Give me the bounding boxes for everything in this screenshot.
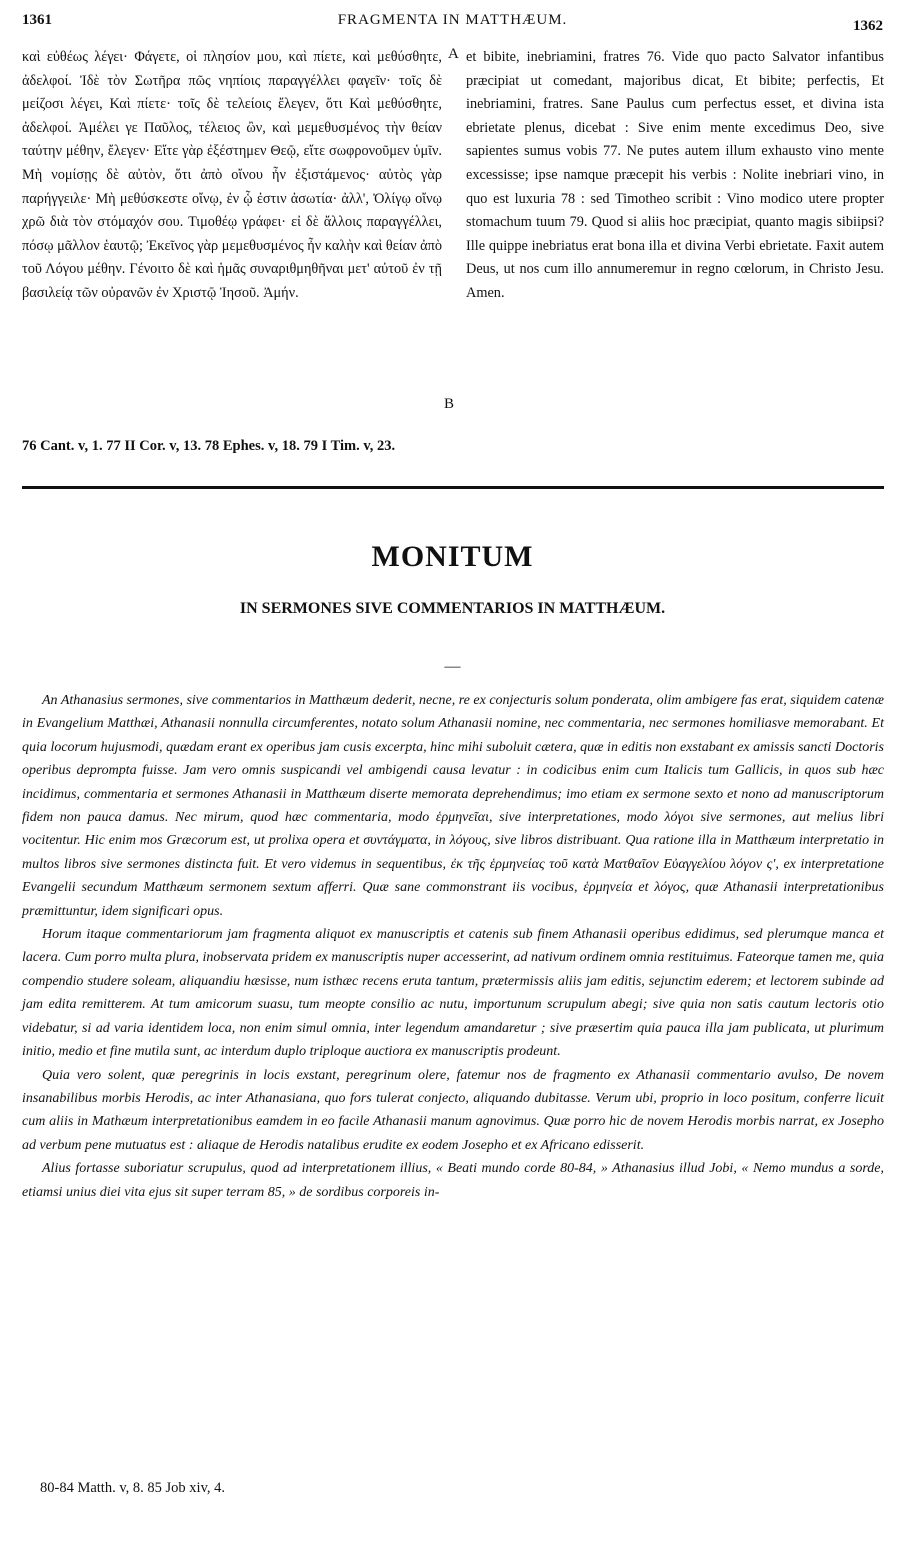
page-number-right: 1362 [853,18,883,34]
section-subtitle: IN SERMONES SIVE COMMENTARIOS IN MATTHÆUM. [239,600,666,617]
two-column-text [22,46,884,416]
page-number-left: 1361 [22,12,52,28]
paragraph-2: Horum itaque commentariorum jam fragmenta aliquot ex manuscriptis et catenis sub finem Athanasii operibus edidimus, sed plerumque manca et lacera. Cum porro multa plura, inobservata pridem ex manuscriptis nuper accesserint, ad nativum ordinem omnia restituimus. Fateorque tamen me, quia compendio studere soleam, aliquandiu hæsisse, num isthæc recens eruta tantum, prætermissis aliis jam editis, sejunctim ederem; et lectorem subinde ad jam edita remitterem. At tum amicorum suasu, tum meopte consilio ac nutu, importunum scrupulum abegi; sive quia non satis cautum lectoris otio videbatur, si ad varia identidem loca, non enim simul omnia, inter legendum amandaretur ; sive præsertim quia pauca illa jam publicata, ut plurimum initio, medio et fine mutila sunt, ac interdum duplo triploque auctiora ex manuscriptis prodeunt. [22,927,884,1060]
running-header [22,12,883,36]
greek-column [22,46,442,306]
paragraph-4: Alius fortasse suboriatur scrupulus, quod ad interpretationem illius, « Beati mundo corde 80-84, » Athanasius illud Jobi, « Nemo mundus a sorde, etiamsi unius diei vita ejus sit super terram 85, » de sordibus corporeis in- [22,1161,884,1200]
paragraph-1: An Athanasius sermones, sive commentarios in Matthæum dederit, necne, re ex conjecturis solum ponderata, olim ambigere fas erat, siquidem catenæ in Evangelium Matthæi, Athanasii nonnulla circumferentes, notato solum Athanasii nomine, nec commentaria, nec sermones homiliasve memorabant. Et quia locorum hujusmodi, quædam erant ex operibus jam cusis excerpta, hinc mihi suboluit cætera, quæ in editis non exstabant ex amissis sancti Doctoris operibus deprompta fuisse. Jam vero omnis suspicandi vel ambigendi causa levatur : in codicibus enim cum Italicis tum Gallicis, in quos sub hæc incidimus, commentaria et sermones Athanasii in Matthæum diserte memorata deprehendimus; imo etiam ex sermone sexto et nono ad manuscriptorum fidem non pauca damus. Nec mirum, quod hæc commentaria, modo ἑρμηνεῖαι, sive interpretationes, modo λόγοι sive sermones, aut melius libri vocitentur. Hic enim mos Græcorum est, ut prolixa opera et συντάγματα, in λόγους, sive libros distribuant. Qua ratione illa in Matthæum interpretatio in multos libros sive sermones distincta fuit. Et vero videmus in sequentibus, ἐκ τῆς ἑρμηνείας τοῦ κατὰ Ματθαῖον Εὐαγγελίου λόγον ς', ex interpretatione Evangelii secundum Matthæum sermonem sextum afferri. Quæ sane commonstrant iis vocibus, ἑρμηνεία et λόγος, quæ Athanasii interpretationibus præmittuntur, idem significari opus. [22,693,884,919]
margin-mark-a: A [448,46,459,62]
margin-mark-b: B [444,396,455,412]
monitum-body [22,689,884,1204]
section-title: MONITUM [371,540,534,573]
paragraph-3: Quia vero solent, quæ peregrinis in locis exstant, peregrinum olere, fatemur nos de fragmento ex Athanasii commentario avulso, De novem insanabilibus morbis Herodis, ac inter Athanasiana, quo fors tulerat conjecto, aliquando dubitasse. Verum ubi, proprio in loco positum, conferre licuit cum aliis in Mathæum interpretationibus eamdem in eo facile Athanasii manum agnovimus. Quæ porro hic de novem Herodis morbis narrat, ex Josepho ad verbum pene mutuatus est : aliaque de Herodis natalibus erudite ex eodem Josepho et ex Africano edisserit. [22,1067,884,1153]
greek-paragraph: καὶ εὐθέως λέγει· Φάγετε, οἱ πλησίον μου, καὶ πίετε, καὶ μεθύσθητε, ἀδελφοί. Ἰδὲ τὸν Σωτῆρα πῶς νηπίοις παραγγέλλει φαγεῖν· τοῖς δὲ μείζοσι λέγει, Καὶ πίετε· τοῖς δὲ τελείοις ἔλεγεν, ὅτι Καὶ μεθύσθητε, ἀδελφοί. Ἀμέλει γε Παῦλος, τέλειος ὢν, καὶ μεμεθυσμένος τὴν θείαν ταύτην μέθην, ἔλεγεν· Εἴτε γὰρ ἐξέστημεν Θεῷ, εἴτε σωφρονοῦμεν ὑμῖν. Μὴ νομίσῃς δὲ αὐτὸν, ὅτι ἀπὸ οἴνου ἦν ἐξιστάμενος· αὐτὸς γὰρ παρήγγειλε· Μὴ μεθύσκεστε οἴνῳ, ἐν ᾧ ἐστιν ἀσωτία· ἀλλ', Ὀλίγῳ οἴνῳ χρῶ διὰ τὸν στόμαχόν σου. Τιμοθέῳ γράφει· εἰ δὲ ἄλλοις παραγγέλλει, πόσῳ μᾶλλον ἑαυτῷ; Ἐκεῖνος γὰρ μεμεθυσμένος ἦν καλὴν καὶ θείαν ἀπὸ τοῦ Λόγου μέθην. Γένοιτο δὲ καὶ ἡμᾶς συναριθμηθῆναι μετ' αὐτοῦ ἐν τῇ βασιλείᾳ τῶν οὐρανῶν ἐν Χριστῷ Ἰησοῦ. Ἀμήν. [22,49,442,301]
section-divider [22,486,884,489]
title-separator: — [444,658,461,675]
latin-paragraph: et bibite, inebriamini, fratres 76. Vide quo pacto Salvator infantibus præcipiat ut comedant, majoribus dicat, Et bibite; perfectis, Et inebriamini, fratres. Sane Paulus cum perfectus esset, et divina ista ebrietate plenus, dicebat : Sive enim mente excedimus Deo, sive sapientes sumus vobis 77. Ne putes autem illum exhausto vino mente excessisse; ipse namque præcepit his verbis : Nolite inebriari vino, in quo est luxuria 78 : sed Timotheo scribit : Vino modico utere propter stomachum tuum 79. Quod si aliis hoc præcipiat, quanto magis sibiipsi? Ille quippe inebriatus erat bona illa et divina Verbi ebrietate. Faxit autem Deus, ut nos cum illo annumeremur in regno cœlorum, in Christo Jesu. Amen. [466,49,884,301]
latin-column [466,46,884,306]
footnotes-bottom: 80-84 Matth. v, 8. 85 Job xiv, 4. [40,1480,226,1496]
footnotes-top: 76 Cant. v, 1. 77 II Cor. v, 13. 78 Ephes. v, 18. 79 I Tim. v, 23. [22,438,396,454]
running-title: FRAGMENTA IN MATTHÆUM. [337,12,568,28]
